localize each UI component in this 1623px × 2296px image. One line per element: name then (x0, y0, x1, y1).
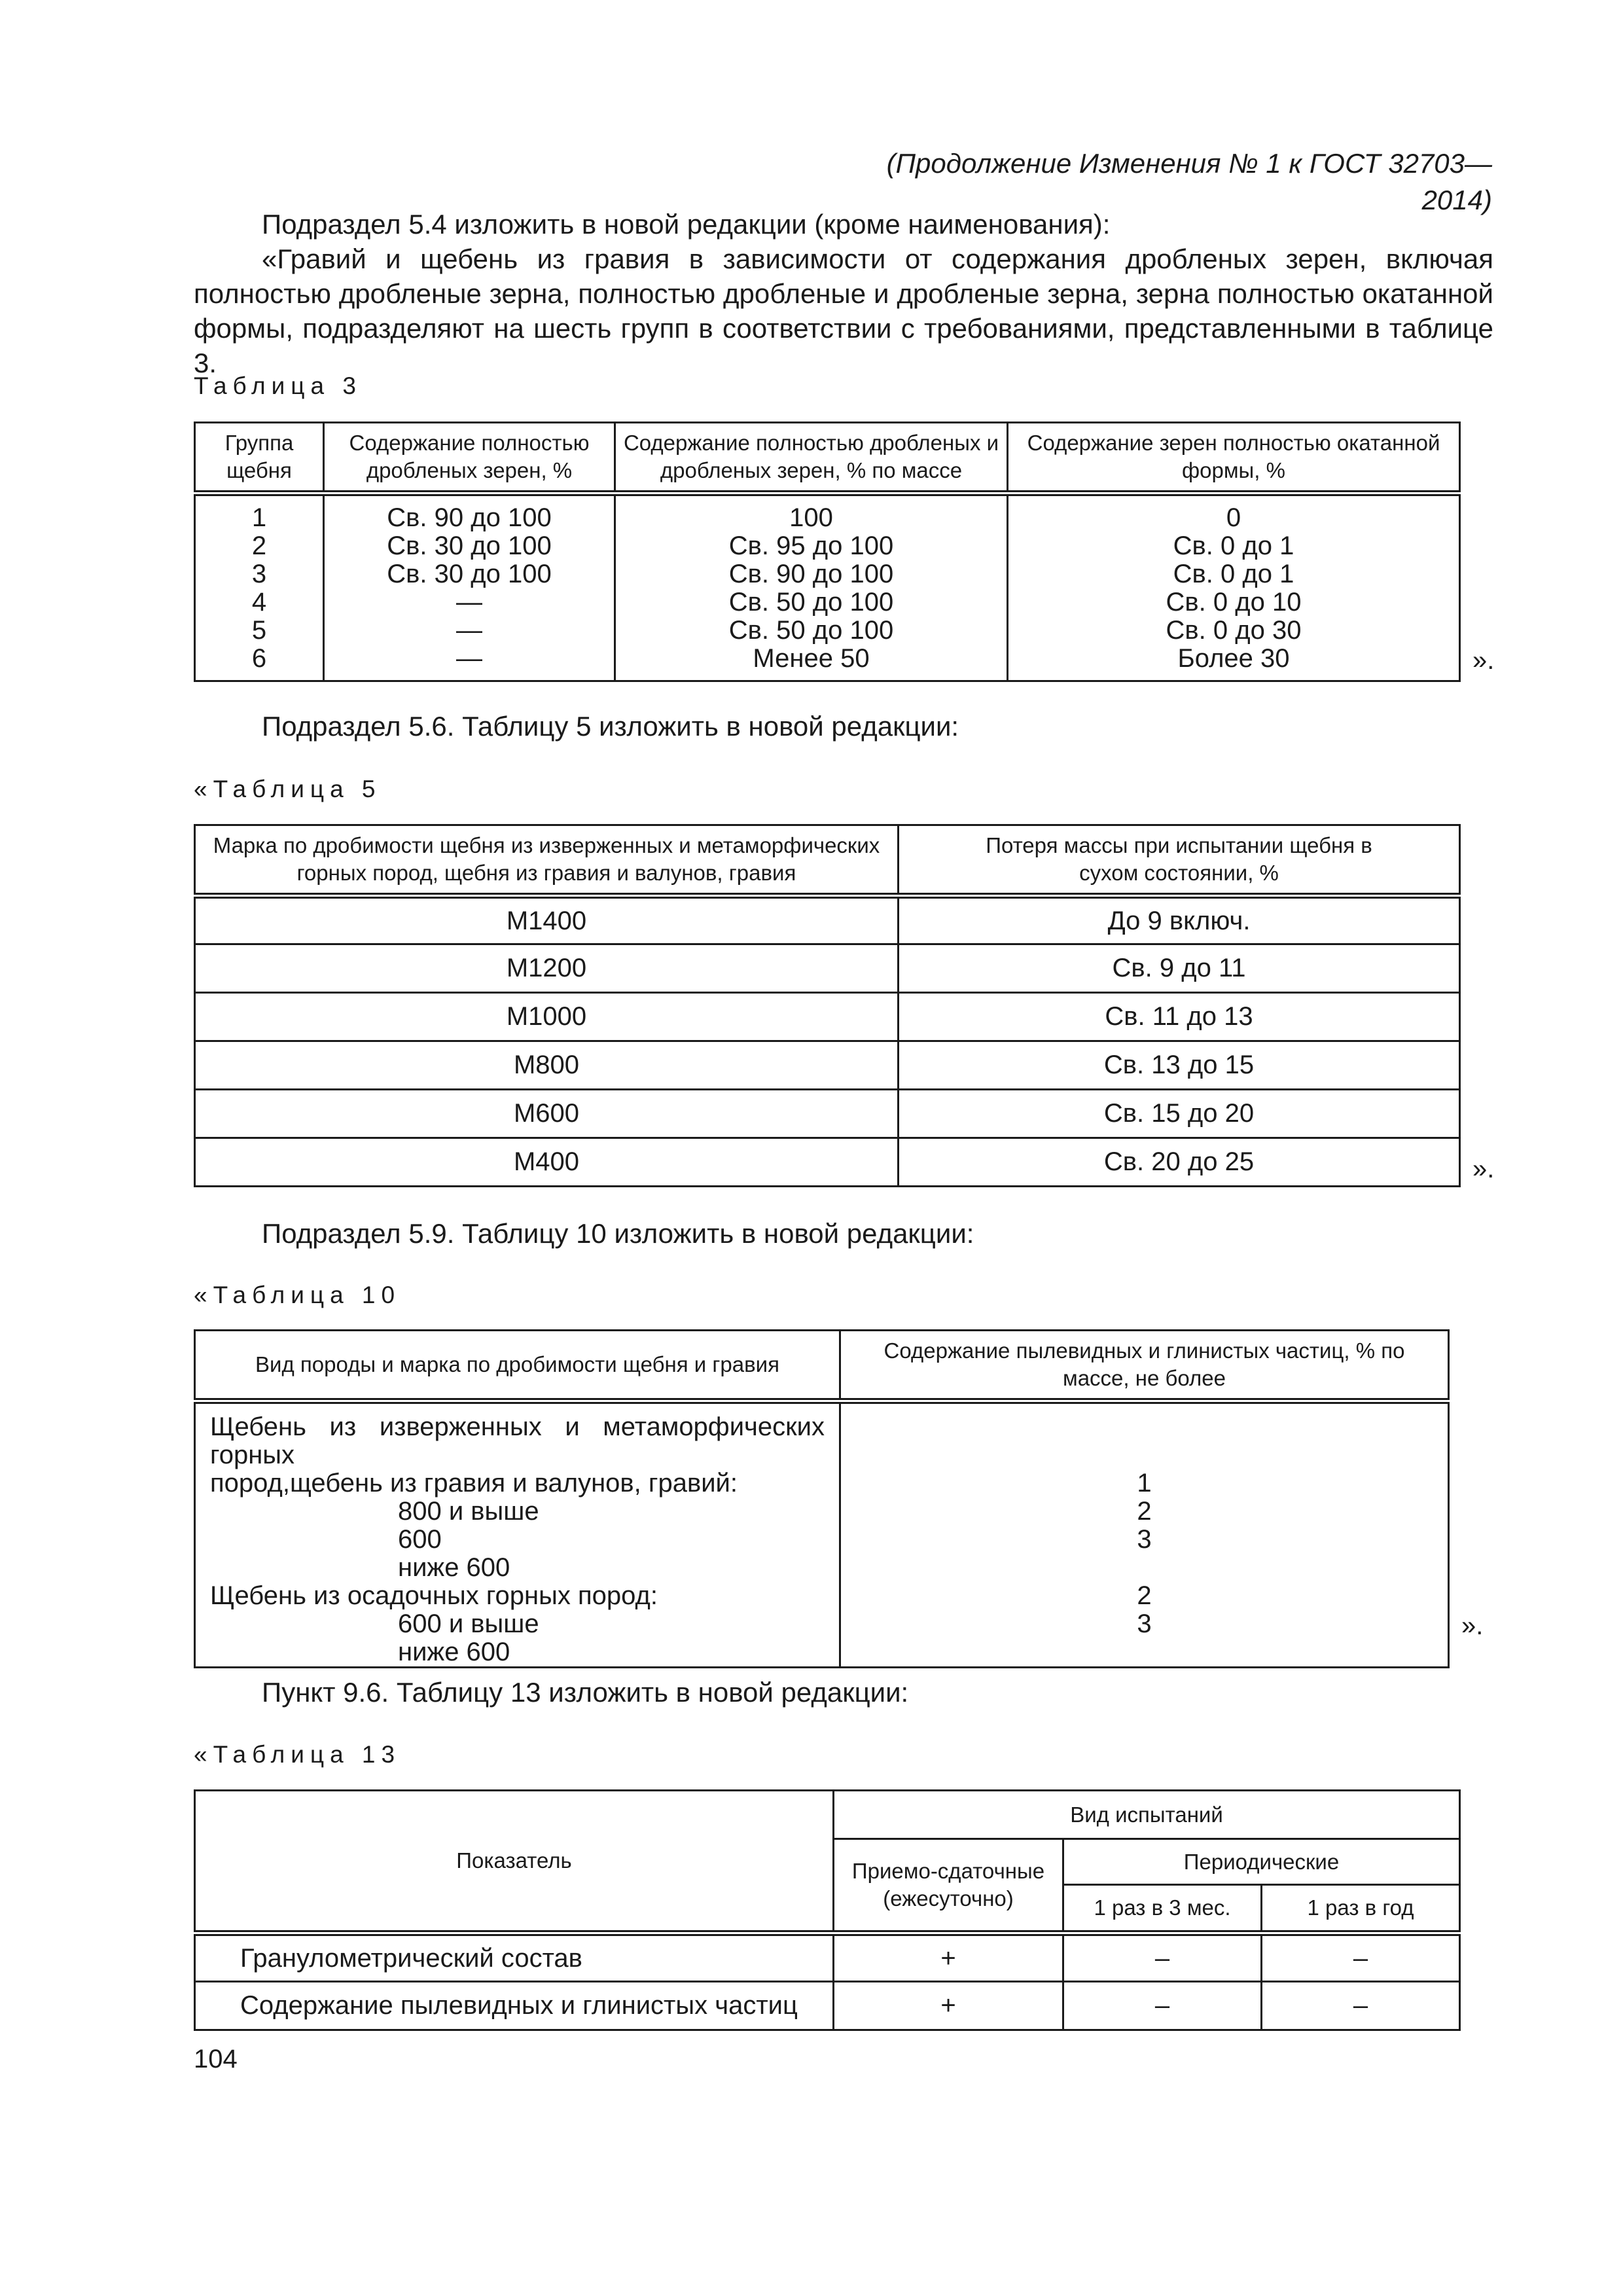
table-5-label: «Таблица 5 (194, 776, 382, 802)
table-10-rock-column (195, 1401, 840, 1668)
table-cell: Св. 30 до 100 (387, 531, 552, 560)
table-cell: — (456, 587, 482, 617)
table-cell: 3 (1137, 1609, 1152, 1638)
table-cell: + (834, 1933, 1063, 1982)
table-cell: М800 (195, 1041, 899, 1090)
table-3-crushed-column (324, 493, 615, 681)
table-cell: Более 30 (1177, 643, 1290, 673)
page-number: 104 (194, 2045, 238, 2073)
table-cell: Менее 50 (753, 643, 870, 673)
table-cell: Св. 90 до 100 (387, 503, 552, 532)
table-cell: — (456, 643, 482, 673)
table-cell: – (1063, 1982, 1262, 2030)
table-3-group-column (195, 493, 324, 681)
table-cell: Св. 13 до 15 (899, 1041, 1460, 1090)
table-cell: Св. 0 до 10 (1166, 587, 1302, 617)
table-row (195, 1041, 1460, 1090)
table-cell: М1400 (195, 896, 899, 944)
table-cell: 2 (1137, 1581, 1152, 1610)
table-cell: – (1262, 1933, 1460, 1982)
table-row (195, 1982, 1460, 2030)
table-10-closing-quote: ». (1461, 1611, 1484, 1640)
table-cell: Св. 50 до 100 (728, 587, 894, 617)
section-5-6-intro: Подраздел 5.6. Таблицу 5 изложить в новой редакции: (262, 711, 959, 742)
table-10-group-1-title: Щебень из изверженных и метаморфических горных (210, 1412, 825, 1469)
table-cell: 2 (1137, 1497, 1152, 1526)
table-row (195, 1933, 1460, 1982)
table-3-label: Таблица 3 (194, 372, 362, 399)
table-cell: ниже 600 (398, 1638, 510, 1666)
table-cell: Св. 20 до 25 (899, 1138, 1460, 1187)
table-cell: Гранулометрический состав (195, 1933, 834, 1982)
table-cell: М1200 (195, 944, 899, 993)
table-5 (194, 824, 1461, 1187)
table-row (195, 1138, 1460, 1187)
table-3 (194, 422, 1461, 682)
table-13-acceptance-header: Приемо-сдаточные (ежесуточно) (834, 1839, 1063, 1933)
table-cell: 3 (1137, 1525, 1152, 1554)
table-5-header: Потеря массы при испытании щебня в сухом состоянии, % (899, 825, 1460, 896)
table-cell: — (456, 615, 482, 645)
table-3-header: Группа щебня (195, 423, 324, 493)
table-cell: 800 и выше (398, 1497, 539, 1526)
table-cell: 6 (251, 643, 267, 673)
table-row (195, 944, 1460, 993)
table-3-header: Содержание полностью дробленых и дробленых зерен, % по массе (615, 423, 1008, 493)
table-cell: Св. 90 до 100 (728, 559, 894, 588)
table-cell: + (834, 1982, 1063, 2030)
table-cell: 0 (1226, 503, 1241, 532)
table-13-indicator-header: Показатель (195, 1791, 834, 1933)
table-10-label: «Таблица 10 (194, 1282, 401, 1308)
table-cell: 2 (251, 531, 267, 560)
table-10-header: Содержание пылевидных и глинистых частиц, % по массе, не более (840, 1331, 1449, 1401)
table-cell: 4 (251, 587, 267, 617)
table-5-closing-quote: ». (1472, 1155, 1495, 1183)
table-cell: М1000 (195, 993, 899, 1041)
table-cell: 5 (251, 615, 267, 645)
table-cell: Св. 0 до 1 (1173, 531, 1294, 560)
table-cell: 600 (398, 1525, 442, 1554)
table-3-crushed-by-mass-column (615, 493, 1008, 681)
section-5-4-body: «Гравий и щебень из гравия в зависимости от содержания дробленых зерен, включая полностью дробленые зерна, полностью дробленые и дробленые зерна, зерна полностью окатанной формы, подразделяют на шесть групп в соответствии с требованиями, представленными в таблице 3. (194, 243, 1493, 378)
table-cell: М600 (195, 1090, 899, 1138)
table-10-content-column (840, 1401, 1449, 1668)
table-5-header: Марка по дробимости щебня из изверженных и метаморфических горных пород, щебня из гравия и валунов, гравия (195, 825, 899, 896)
table-cell: 1 (1137, 1469, 1152, 1498)
table-cell: Св. 11 до 13 (899, 993, 1460, 1041)
table-cell: Св. 50 до 100 (728, 615, 894, 645)
table-cell: Св. 0 до 1 (1173, 559, 1294, 588)
section-5-4-intro: Подраздел 5.4 изложить в новой редакции (кроме наименования): (262, 209, 1111, 240)
table-cell: Содержание пылевидных и глинистых частиц (195, 1982, 834, 2030)
table-cell: Св. 30 до 100 (387, 559, 552, 588)
table-13-yearly-header: 1 раз в год (1262, 1885, 1460, 1933)
table-cell: – (1262, 1982, 1460, 2030)
table-cell: До 9 включ. (899, 896, 1460, 944)
table-cell: – (1063, 1933, 1262, 1982)
table-3-header: Содержание зерен полностью окатанной формы, % (1008, 423, 1460, 493)
section-5-9-intro: Подраздел 5.9. Таблицу 10 изложить в новой редакции: (262, 1218, 974, 1249)
table-cell: 3 (251, 559, 267, 588)
table-10 (194, 1329, 1450, 1668)
table-cell: 100 (789, 503, 833, 532)
table-13 (194, 1789, 1461, 2031)
table-cell: 1 (251, 503, 267, 532)
table-cell: Св. 15 до 20 (899, 1090, 1460, 1138)
table-13-label: «Таблица 13 (194, 1741, 401, 1768)
table-cell: Св. 95 до 100 (728, 531, 894, 560)
table-10-group-2-title: Щебень из осадочных горных пород: (210, 1581, 658, 1610)
table-10-header: Вид породы и марка по дробимости щебня и гравия (195, 1331, 840, 1401)
table-cell: М400 (195, 1138, 899, 1187)
table-cell: 600 и выше (398, 1609, 539, 1638)
table-10-group-1-title: пород,щебень из гравия и валунов, гравий: (210, 1469, 738, 1498)
table-13-test-type-header: Вид испытаний (834, 1791, 1460, 1839)
table-3-header: Содержание полностью дробленых зерен, % (324, 423, 615, 493)
section-9-6-intro: Пункт 9.6. Таблицу 13 изложить в новой редакции: (262, 1677, 909, 1708)
table-row (195, 896, 1460, 944)
continuation-header: (Продолжение Изменения № 1 к ГОСТ 32703—2014) (886, 148, 1492, 215)
table-3-closing-quote: ». (1472, 646, 1495, 675)
table-3-rounded-column (1008, 493, 1460, 681)
table-row (195, 993, 1460, 1041)
table-row (195, 1090, 1460, 1138)
table-cell: Св. 0 до 30 (1166, 615, 1302, 645)
table-13-quarterly-header: 1 раз в 3 мес. (1063, 1885, 1262, 1933)
table-cell: Св. 9 до 11 (899, 944, 1460, 993)
table-cell: ниже 600 (398, 1553, 510, 1582)
table-13-periodic-header: Периодические (1063, 1839, 1460, 1885)
